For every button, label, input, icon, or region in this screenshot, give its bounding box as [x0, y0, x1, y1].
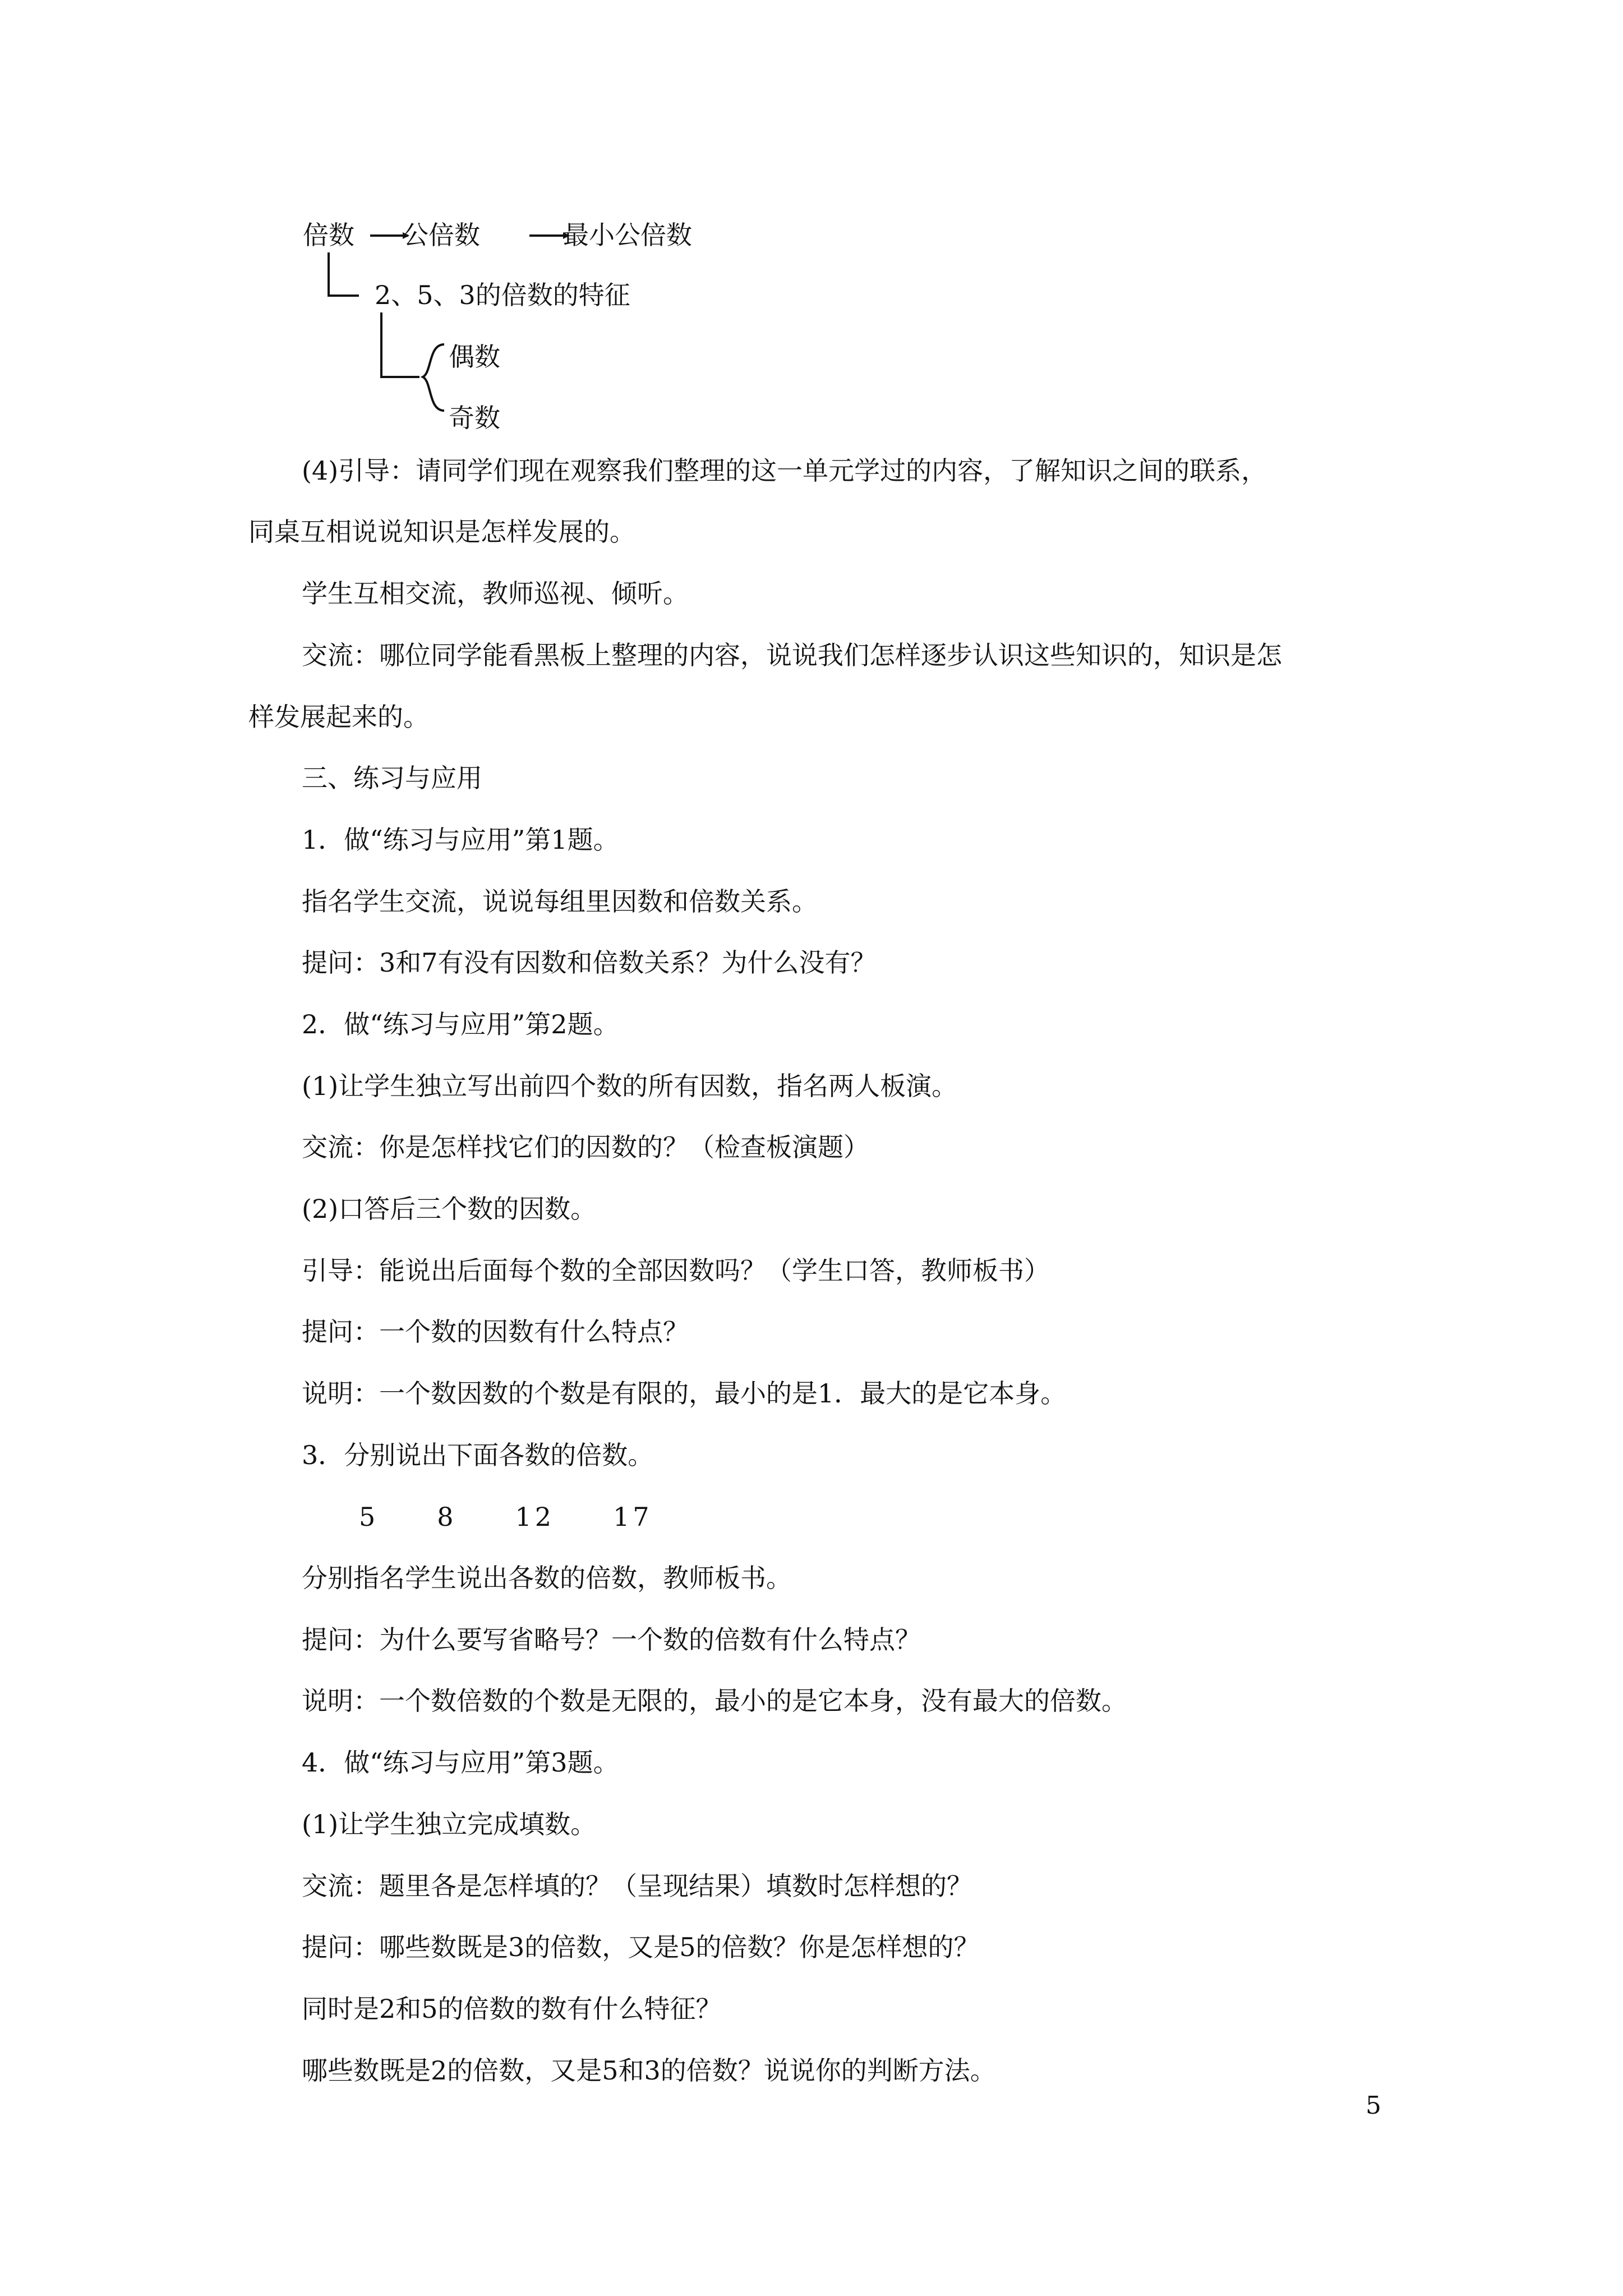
paragraph-line: 1．做“练习与应用”第1题。 [302, 825, 619, 855]
page-number: 5 [1366, 2091, 1381, 2120]
paragraph-line: 提问：为什么要写省略号？一个数的倍数有什么特点？ [302, 1625, 921, 1655]
paragraph-line: (4)引导：请同学们现在观察我们整理的这一单元学过的内容，了解知识之间的联系， [302, 455, 1267, 486]
paragraph-line: 学生互相交流，教师巡视、倾听。 [302, 578, 689, 609]
parity-brace [423, 344, 444, 411]
paragraph-line: 提问：哪些数既是3的倍数，又是5的倍数？你是怎样想的？ [302, 1932, 980, 1962]
paragraph-line: 提问：3和7有没有因数和倍数关系？为什么没有？ [302, 947, 877, 978]
diagram-node-common-multiple: 公倍数 [403, 220, 480, 250]
diagram-node-multiple: 倍数 [303, 220, 354, 250]
paragraph-line: 说明：一个数因数的个数是有限的，最小的是1．最大的是它本身。 [302, 1378, 1067, 1409]
paragraph-line: 2．做“练习与应用”第2题。 [302, 1009, 619, 1039]
paragraph-line: 交流：题里各是怎样填的？（呈现结果）填数时怎样想的？ [302, 1871, 972, 1901]
paragraph-line: 3．分别说出下面各数的倍数。 [302, 1440, 654, 1470]
elbow-to-features [329, 252, 359, 296]
paragraph-line: 样发展起来的。 [248, 702, 429, 732]
paragraph-line: 提问：一个数的因数有什么特点？ [302, 1317, 689, 1347]
diagram-node-even: 偶数 [449, 342, 500, 372]
paragraph-line: 指名学生交流，说说每组里因数和倍数关系。 [302, 886, 818, 917]
paragraph-line: (2)口答后三个数的因数。 [302, 1194, 597, 1224]
paragraph-line: (1)让学生独立写出前四个数的所有因数，指名两人板演。 [302, 1071, 958, 1101]
paragraph-line: 引导：能说出后面每个数的全部因数吗？（学生口答，教师板书） [302, 1255, 1050, 1286]
diagram-connectors [0, 0, 1623, 449]
paragraph-line: 说明：一个数倍数的个数是无限的，最小的是它本身，没有最大的倍数。 [302, 1686, 1127, 1716]
diagram-node-lcm: 最小公倍数 [563, 220, 692, 250]
paragraph-line: (1)让学生独立完成填数。 [302, 1809, 597, 1839]
number-list: 5 8 12 17 [359, 1502, 653, 1532]
paragraph-line: 交流：哪位同学能看黑板上整理的内容，说说我们怎样逐步认识这些知识的，知识是怎 [302, 640, 1282, 670]
paragraph-line: 交流：你是怎样找它们的因数的？（检查板演题） [302, 1132, 869, 1162]
paragraph-line: 同时是2和5的倍数的数有什么特征？ [302, 1994, 722, 2024]
paragraph-line: 同桌互相说说知识是怎样发展的。 [248, 517, 635, 547]
elbow-to-parity [381, 312, 419, 377]
diagram-node-odd: 奇数 [449, 403, 500, 433]
paragraph-line: 分别指名学生说出各数的倍数，教师板书。 [302, 1563, 792, 1593]
paragraph-line: 哪些数既是2的倍数，又是5和3的倍数？说说你的判断方法。 [302, 2055, 996, 2086]
concept-diagram [0, 0, 1623, 449]
section-heading: 三、练习与应用 [302, 763, 482, 793]
paragraph-line: 4．做“练习与应用”第3题。 [302, 1747, 619, 1778]
diagram-node-features: 2、5、3的倍数的特征 [375, 280, 630, 310]
